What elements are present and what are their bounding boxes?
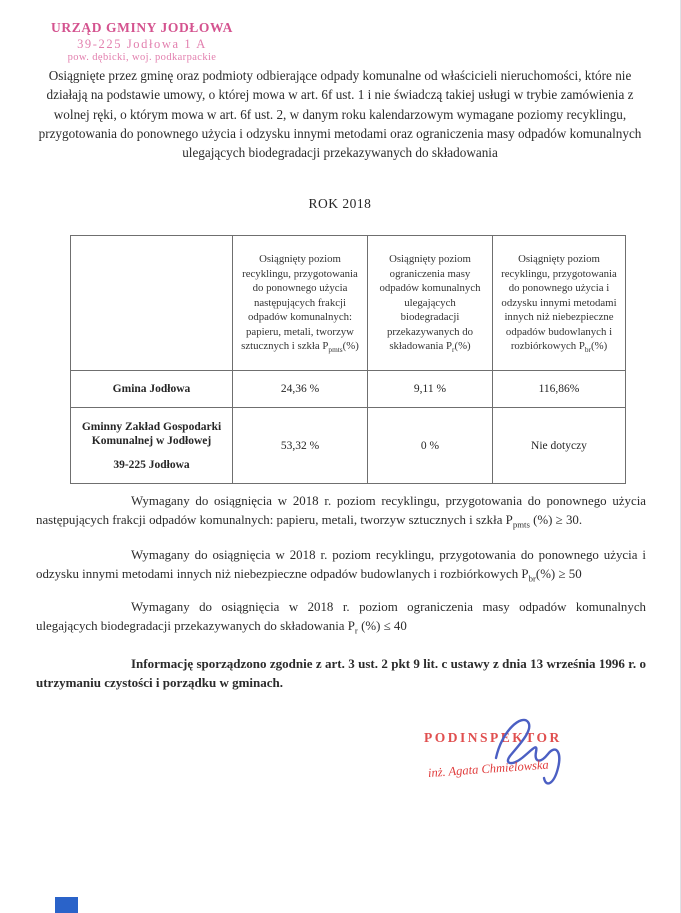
table-header-pmts <box>233 236 368 371</box>
cell-zaklad-pmts: 53,32 % <box>233 408 368 484</box>
cell-zaklad-pr: 0 % <box>368 408 493 484</box>
handwritten-signature <box>482 712 612 792</box>
note-pr-subscript: r <box>354 625 358 636</box>
stamp-region: pow. dębicki, woj. podkarpackie <box>67 51 217 63</box>
note-pbr-text: Wymagany do osiągnięcia w 2018 r. poziom recyklingu, przygotowania do ponownego użycia i odzysku innymi metodami innych niż niebezpieczne odpadów budowlanych i rozbiórkowych P <box>36 548 646 581</box>
header-pbr-text: Osiągnięty poziom recyklingu, przygotowania do ponownego użycia i odzysku innymi metodami innych niż niebezpieczne odpadów budowlanych i rozbiórkowych P <box>501 252 617 353</box>
header-pr-subscript: r <box>452 345 455 355</box>
cell-zaklad-name <box>71 408 233 484</box>
note-pr-text: Wymagany do osiągnięcia w 2018 r. poziom ograniczenia masy odpadów komunalnych ulegających biodegradacji przekazywanych do składowania P <box>36 600 646 633</box>
signature-name: inż. Agata Chmielowska <box>427 757 550 780</box>
note-pmts-subscript: pmts <box>512 519 530 530</box>
header-pmts-unit: (%) <box>342 340 359 353</box>
table-header-entity <box>71 236 233 371</box>
note-pbr-threshold: (%) ≥ 50 <box>535 566 582 581</box>
cell-gmina-pr: 9,11 % <box>368 371 493 408</box>
header-pr-text: Osiągnięty poziom ograniczenia masy odpadów komunalnych ulegających biodegradacji przekazywanych do składowania P <box>379 252 481 353</box>
stamp-address: 39-225 Jodłowa 1 A <box>77 36 207 51</box>
header-pbr-subscript: br <box>584 345 591 355</box>
note-required-pmts <box>36 492 646 529</box>
results-table <box>70 235 626 484</box>
note-pmts-threshold: (%) ≥ 30. <box>529 512 583 527</box>
cell-gmina-name <box>71 371 233 408</box>
note-pr-threshold: (%) ≤ 40 <box>357 618 407 633</box>
table-header-pr <box>368 236 493 371</box>
blue-mark <box>55 897 78 913</box>
office-stamp <box>42 20 242 64</box>
header-pmts-text: Osiągnięty poziom recyklingu, przygotowania do ponownego użycia następujących frakcji odpadów komunalnych: papieru, metali, tworzyw sztucznych i szkła P <box>241 252 358 353</box>
cell-gmina-pbr: 116,86% <box>493 371 626 408</box>
entity-name: Gmina Jodłowa <box>112 383 191 395</box>
note-required-pr <box>36 598 646 635</box>
table-header-pbr <box>493 236 626 371</box>
table-header-row <box>71 236 626 371</box>
signature-position-stamp: PODINSPEKTOR <box>424 730 562 745</box>
year-title: ROK 2018 <box>308 196 372 211</box>
table-row-zaklad <box>71 408 626 484</box>
cell-gmina-pmts: 24,36 % <box>233 371 368 408</box>
signature-block <box>424 730 654 781</box>
entity-name: Gminny Zakład Gospodarki Komunalnej w Jodłowej <box>81 421 222 447</box>
note-pbr-subscript: br <box>528 573 536 584</box>
intro-paragraph: Osiągnięte przez gminę oraz podmioty odbierające odpady komunalne od właścicieli nieruchomości, które nie działają na podstawie umowy, o której mowa w art. 6f ust. 1 i nie świadczą takiej usługi w trybie zamówienia z wolnej ręki, o którym mowa w art. 6f ust. 2, w danym roku kalendarzowym wymagane poziomy recyklingu, przygotowania do ponownego użycia i odzysku innymi metodami oraz ograniczenia masy odpadów komunalnych ulegających biodegradacji przekazywanych do składowania <box>38 68 642 161</box>
note-required-pbr <box>36 546 646 583</box>
header-pr-unit: (%) <box>454 340 471 353</box>
header-pbr-unit: (%) <box>591 340 608 353</box>
note-pmts-text: Wymagany do osiągnięcia w 2018 r. poziom recyklingu, przygotowania do ponownego użycia następujących frakcji odpadów komunalnych: papieru, metali, tworzyw sztucznych i szkła P <box>36 494 646 527</box>
table-row-gmina <box>71 371 626 408</box>
entity-address: 39-225 Jodłowa <box>113 459 190 471</box>
header-pmts-subscript: pmts <box>328 345 343 355</box>
legal-note: Informację sporządzono zgodnie z art. 3 ust. 2 pkt 9 lit. c ustawy z dnia 13 września 1996 r. o utrzymaniu czystości i porządku w gminach. <box>36 656 646 691</box>
stamp-office-name: URZĄD GMINY JODŁOWA <box>51 20 233 35</box>
cell-zaklad-pbr: Nie dotyczy <box>493 408 626 484</box>
